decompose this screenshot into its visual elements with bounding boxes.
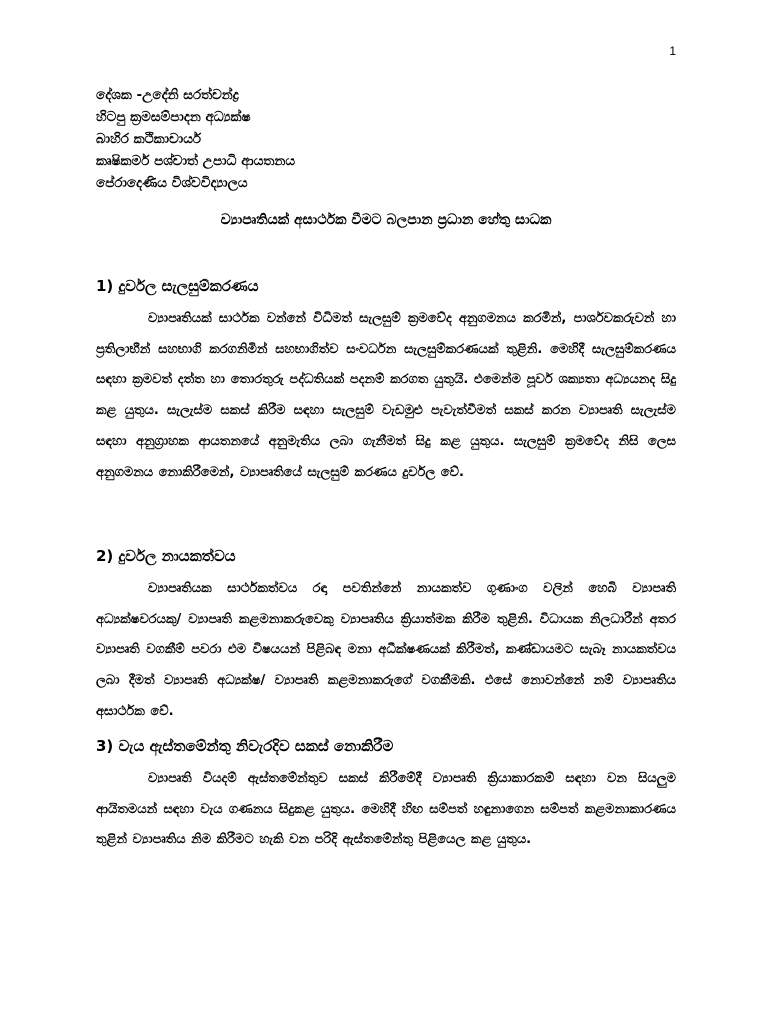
- page-number: 1: [669, 44, 676, 58]
- section-cost-estimates: [96, 734, 676, 856]
- author-block: [96, 84, 676, 194]
- section-heading: 3) වැය ඇස්තමේන්තු නිවැරදිව සකස් නොකිරීම: [96, 737, 394, 755]
- author-institute: කෘෂිකර්ම පශ්චාත් උපාධි ආයතනය: [96, 153, 296, 169]
- section-body: ව්‍යාපෘති වියදම් ඇස්තමේන්තුව සකස් කිරීමේදී ව්‍යාපෘති ක්‍රියාකාරකම් සඳහා වන සියලුම ආයිතමයන් සඳහා වැය ගණනය සිදුකළ යුතුය. මෙහිදී හිඟ සම්පත් හඳුනාගෙන සම්පත් කළමනාකාරණය තුළින් ව්‍යාපෘතිය නිම කිරීමට හැකි වන පරිදි ඇස්තමේන්තු පිළියෙල කළ යුතුය.: [96, 771, 676, 848]
- author-role: බාහිර කථිකාචාර්ය: [96, 131, 202, 147]
- author-name: දේශක -උදේනි සරත්චන්ද්‍ර: [96, 87, 239, 103]
- section-heading: 1) දුර්වල සැලසුම්කරණය: [96, 277, 259, 295]
- section-weak-leadership: [96, 544, 676, 728]
- author-university: පේරාදෙණිය විශ්වවිද්‍යාලය: [96, 175, 248, 191]
- author-position: හිටපු ක්‍රමසම්පාදන අධ්‍යක්ෂ: [96, 109, 251, 125]
- section-heading: 2) දුර්වල නායකත්වය: [96, 547, 236, 565]
- document-title: ව්‍යාපෘතියක් අසාර්ථක වීමට බලපාන ප්‍රධාන හේතු සාධක: [220, 212, 552, 228]
- section-body: ව්‍යාපෘතියක් සාර්ථක වන්නේ විධිමත් සැලසුම් ක්‍රමවේද අනුගමනය කරමින්, පාර්ශවකරුවන් හා ප්‍රතිලාභීන් සහභාගි කරගනිමින් සහභාගිත්ව සංවර්ධන සැලසුම්කරණයක් තුළිනි. මෙහිදී සැලසුම්කරණය සඳහා ක්‍රමවත් දත්ත හා තොරතුරු පද්ධතියක් පදනම් කරගත යුතුයි. එමෙන්ම පූර්ව ශක්‍යතා අධ්‍යයනද සිදු කළ යුතුය. සැලැස්ම සකස් කිරීම සඳහා සැලසුම් වැඩමුළු පැවැත්වීමත් සකස් කරන ව්‍යාපෘති සැලැස්ම සඳහා අනුග්‍රාහක ආයතනයේ අනුමැතිය ලබා ගැනීමත් සිදු කළ යුතුය. සැලසුම් ක්‍රමවේද නිසි ලෙස අනුගමනය නොකිරීමෙන්, ව්‍යාපෘතියේ සැලසුම් කරණය දුර්වල වේ.: [96, 311, 676, 480]
- section-weak-planning: [96, 274, 676, 488]
- section-body: ව්‍යාපෘතියක සාර්ථකත්වය රඳා පවතින්නේ නායකත්ව ගුණාංග වලින් හෙබි ව්‍යාපෘති අධ්‍යක්ෂවරයකු/ ව්‍යාපෘති කළමනාකරුවෙකු ව්‍යාපෘතිය ක්‍රියාත්මක කිරීම තුළිනි. විධායක නිලධාරීන් අතර ව්‍යාපෘති වගකීම් පවරා එම විෂයයන් පිළිබඳ මනා අධීක්ෂණයක් කිරීමත්, කණ්ඩායමට සැබෑ නායකත්වය ලබා දීමත් ව්‍යාපෘති අධ්‍යක්ෂ/ ව්‍යාපෘති කළමනාකරුගේ වගකීමකි. එසේ නොවන්නේ නම් ව්‍යාපෘතිය අසාර්ථක වේ.: [96, 581, 676, 719]
